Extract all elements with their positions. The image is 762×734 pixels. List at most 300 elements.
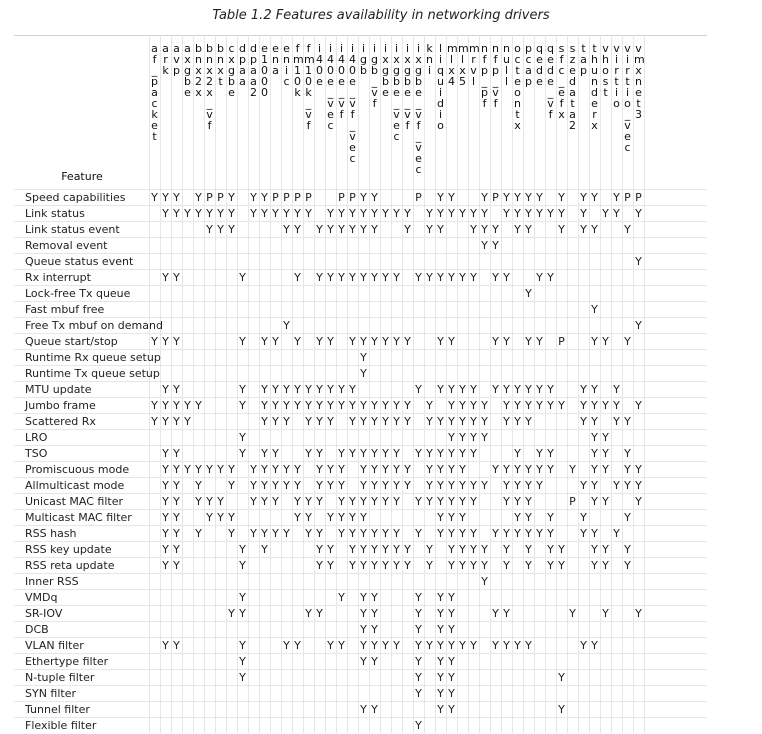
support-cell: Y <box>272 463 279 476</box>
support-cell: Y <box>503 543 510 556</box>
support-cell: Y <box>261 479 268 492</box>
support-cell: Y <box>448 655 455 668</box>
support-cell: Y <box>316 399 323 412</box>
support-cell: Y <box>327 511 334 524</box>
support-cell: Y <box>536 479 543 492</box>
support-cell: Y <box>481 479 488 492</box>
support-cell: P <box>569 495 576 508</box>
feature-label: LRO <box>25 431 48 444</box>
feature-label: VLAN filter <box>25 639 84 652</box>
support-cell: Y <box>569 607 576 620</box>
support-cell: Y <box>613 191 620 204</box>
support-cell: Y <box>349 511 356 524</box>
support-cell: Y <box>481 207 488 220</box>
feature-label: Queue start/stop <box>25 335 118 348</box>
support-cell: Y <box>448 431 455 444</box>
support-cell: Y <box>448 527 455 540</box>
driver-column-header: a f _ p a c k e t <box>151 42 158 143</box>
support-cell: Y <box>228 607 235 620</box>
support-cell: Y <box>613 479 620 492</box>
driver-column-header: v h o s t <box>602 42 609 99</box>
support-cell: Y <box>173 399 180 412</box>
support-cell: Y <box>316 383 323 396</box>
support-cell: Y <box>272 207 279 220</box>
support-cell: Y <box>316 479 323 492</box>
support-cell: Y <box>503 495 510 508</box>
support-cell: Y <box>349 207 356 220</box>
support-cell: Y <box>481 223 488 236</box>
support-cell: Y <box>382 399 389 412</box>
feature-label: Promiscuous mode <box>25 463 130 476</box>
support-cell: Y <box>393 559 400 572</box>
feature-label: MTU update <box>25 383 92 396</box>
support-cell: Y <box>514 639 521 652</box>
support-cell: Y <box>393 271 400 284</box>
column-divider <box>248 35 249 733</box>
support-cell: Y <box>349 399 356 412</box>
support-cell: Y <box>525 287 532 300</box>
support-cell: Y <box>635 399 642 412</box>
support-cell: Y <box>415 591 422 604</box>
support-cell: Y <box>569 463 576 476</box>
driver-column-header: n f p _ p f <box>481 42 488 110</box>
support-cell: Y <box>459 639 466 652</box>
support-cell: Y <box>591 431 598 444</box>
support-cell: Y <box>327 383 334 396</box>
row-divider <box>14 717 707 718</box>
support-cell: Y <box>415 687 422 700</box>
support-cell: Y <box>602 495 609 508</box>
support-cell: Y <box>404 399 411 412</box>
support-cell: Y <box>536 447 543 460</box>
support-cell: P <box>206 191 213 204</box>
support-cell: Y <box>525 543 532 556</box>
driver-column-header: b n x 2 x <box>195 42 202 99</box>
support-cell: Y <box>393 527 400 540</box>
support-cell: Y <box>459 495 466 508</box>
support-cell: Y <box>448 495 455 508</box>
support-cell: Y <box>360 623 367 636</box>
support-cell: Y <box>591 543 598 556</box>
support-cell: Y <box>514 383 521 396</box>
support-cell: Y <box>239 447 246 460</box>
support-cell: Y <box>503 607 510 620</box>
support-cell: Y <box>228 207 235 220</box>
driver-column-header: q e d e <box>536 42 543 88</box>
support-cell: Y <box>514 447 521 460</box>
driver-column-header: d p a a <box>239 42 246 88</box>
support-cell: Y <box>591 415 598 428</box>
support-cell: Y <box>547 559 554 572</box>
support-cell: Y <box>239 543 246 556</box>
support-cell: Y <box>162 495 169 508</box>
support-cell: Y <box>338 463 345 476</box>
feature-label: Link status <box>25 207 85 220</box>
support-cell: Y <box>283 319 290 332</box>
support-cell: Y <box>173 479 180 492</box>
support-cell: Y <box>437 447 444 460</box>
support-cell: Y <box>470 527 477 540</box>
support-cell: Y <box>173 527 180 540</box>
support-cell: Y <box>591 335 598 348</box>
support-cell: Y <box>316 495 323 508</box>
support-cell: Y <box>261 415 268 428</box>
support-cell: Y <box>316 223 323 236</box>
support-cell: Y <box>162 639 169 652</box>
support-cell: Y <box>272 447 279 460</box>
support-cell: Y <box>360 559 367 572</box>
support-cell: Y <box>547 527 554 540</box>
support-cell: Y <box>206 495 213 508</box>
column-divider <box>182 35 183 733</box>
support-cell: Y <box>338 591 345 604</box>
column-divider <box>479 35 480 733</box>
support-cell: Y <box>338 447 345 460</box>
support-cell: Y <box>338 527 345 540</box>
support-cell: Y <box>635 495 642 508</box>
support-cell: Y <box>635 319 642 332</box>
support-cell: Y <box>492 223 499 236</box>
support-cell: Y <box>624 335 631 348</box>
support-cell: Y <box>371 543 378 556</box>
support-cell: Y <box>162 527 169 540</box>
support-cell: Y <box>349 223 356 236</box>
support-cell: Y <box>580 207 587 220</box>
support-cell: Y <box>580 223 587 236</box>
support-cell: Y <box>624 447 631 460</box>
row-divider <box>14 237 707 238</box>
support-cell: Y <box>294 463 301 476</box>
feature-label: Removal event <box>25 239 108 252</box>
support-cell: Y <box>448 543 455 556</box>
support-cell: Y <box>426 463 433 476</box>
support-cell: Y <box>514 191 521 204</box>
support-cell: Y <box>382 207 389 220</box>
support-cell: Y <box>514 207 521 220</box>
support-cell: Y <box>514 479 521 492</box>
support-cell: Y <box>591 463 598 476</box>
support-cell: Y <box>272 495 279 508</box>
support-cell: Y <box>591 479 598 492</box>
support-cell: Y <box>525 223 532 236</box>
support-cell: Y <box>195 527 202 540</box>
support-cell: Y <box>514 527 521 540</box>
support-cell: Y <box>393 399 400 412</box>
support-cell: Y <box>591 559 598 572</box>
support-cell: Y <box>173 335 180 348</box>
support-cell: Y <box>338 223 345 236</box>
support-cell: Y <box>558 207 565 220</box>
support-cell: Y <box>360 703 367 716</box>
support-cell: Y <box>437 271 444 284</box>
support-cell: Y <box>437 207 444 220</box>
support-cell: Y <box>503 639 510 652</box>
support-cell: Y <box>503 527 510 540</box>
support-cell: Y <box>437 527 444 540</box>
support-cell: Y <box>437 479 444 492</box>
support-cell: Y <box>459 511 466 524</box>
support-cell: Y <box>294 479 301 492</box>
support-cell: Y <box>602 543 609 556</box>
support-cell: Y <box>437 639 444 652</box>
support-cell: Y <box>415 671 422 684</box>
support-cell: Y <box>415 495 422 508</box>
support-cell: Y <box>426 447 433 460</box>
row-divider <box>14 301 707 302</box>
support-cell: Y <box>360 527 367 540</box>
support-cell: Y <box>547 511 554 524</box>
support-cell: Y <box>305 399 312 412</box>
support-cell: Y <box>162 511 169 524</box>
support-cell: Y <box>228 479 235 492</box>
support-cell: Y <box>459 479 466 492</box>
support-cell: Y <box>580 383 587 396</box>
driver-column-header: a r k <box>162 42 169 77</box>
support-cell: Y <box>580 191 587 204</box>
support-cell: Y <box>173 639 180 652</box>
driver-column-header: t a p <box>580 42 587 77</box>
support-cell: Y <box>514 223 521 236</box>
support-cell: Y <box>173 559 180 572</box>
support-cell: Y <box>448 335 455 348</box>
driver-column-header: m l x 4 <box>447 42 458 88</box>
support-cell: Y <box>415 607 422 620</box>
support-cell: Y <box>338 479 345 492</box>
support-cell: Y <box>206 207 213 220</box>
support-cell: Y <box>338 399 345 412</box>
support-cell: Y <box>602 335 609 348</box>
support-cell: Y <box>250 207 257 220</box>
support-cell: Y <box>547 399 554 412</box>
support-cell: Y <box>195 495 202 508</box>
column-divider <box>567 35 568 733</box>
support-cell: Y <box>536 191 543 204</box>
support-cell: Y <box>503 335 510 348</box>
driver-column-header: a v p <box>173 42 180 77</box>
support-cell: Y <box>316 271 323 284</box>
support-cell: Y <box>426 415 433 428</box>
support-cell: Y <box>316 543 323 556</box>
support-cell: Y <box>272 415 279 428</box>
support-cell: Y <box>613 527 620 540</box>
support-cell: Y <box>162 399 169 412</box>
feature-label: Unicast MAC filter <box>25 495 123 508</box>
support-cell: Y <box>591 223 598 236</box>
support-cell: Y <box>426 559 433 572</box>
support-cell: Y <box>459 527 466 540</box>
feature-label: RSS key update <box>25 543 112 556</box>
driver-column-header: c x g b e <box>228 42 235 99</box>
support-cell: Y <box>283 207 290 220</box>
support-cell: Y <box>602 431 609 444</box>
support-cell: Y <box>382 543 389 556</box>
support-cell: P <box>492 191 499 204</box>
support-cell: Y <box>448 383 455 396</box>
support-cell: Y <box>360 367 367 380</box>
driver-column-header: f m 1 0 k _ v f <box>304 42 315 132</box>
driver-column-header: i 4 0 e _ v f _ v e c <box>349 42 356 165</box>
support-cell: Y <box>536 463 543 476</box>
support-cell: Y <box>459 559 466 572</box>
support-cell: Y <box>448 607 455 620</box>
driver-column-header: i x g b e _ v f _ v e c <box>415 42 422 176</box>
support-cell: Y <box>591 399 598 412</box>
support-cell: Y <box>437 335 444 348</box>
support-cell: Y <box>261 383 268 396</box>
column-divider <box>226 35 227 733</box>
support-cell: Y <box>503 399 510 412</box>
support-cell: Y <box>492 463 499 476</box>
support-cell: Y <box>602 463 609 476</box>
support-cell: Y <box>426 639 433 652</box>
support-cell: Y <box>448 191 455 204</box>
support-cell: Y <box>415 527 422 540</box>
support-cell: Y <box>492 271 499 284</box>
support-cell: Y <box>316 559 323 572</box>
support-cell: Y <box>558 559 565 572</box>
support-cell: Y <box>162 559 169 572</box>
support-cell: Y <box>239 431 246 444</box>
driver-column-header: i 4 0 e _ v f <box>338 42 345 121</box>
row-divider <box>14 685 707 686</box>
driver-column-header: i x g b e _ v f <box>404 42 411 132</box>
support-cell: Y <box>261 463 268 476</box>
driver-column-header: i 4 0 e _ v e c <box>327 42 334 132</box>
support-cell: Y <box>349 415 356 428</box>
feature-label: Free Tx mbuf on demand <box>25 319 163 332</box>
driver-column-header: k n i <box>426 42 433 77</box>
feature-label: Flexible filter <box>25 719 97 732</box>
support-cell: Y <box>426 271 433 284</box>
support-cell: Y <box>393 335 400 348</box>
support-cell: Y <box>635 479 642 492</box>
support-cell: Y <box>360 655 367 668</box>
support-cell: Y <box>415 383 422 396</box>
support-cell: Y <box>162 191 169 204</box>
support-cell: Y <box>316 335 323 348</box>
support-cell: Y <box>184 399 191 412</box>
support-cell: Y <box>228 463 235 476</box>
support-cell: Y <box>437 607 444 620</box>
support-cell: Y <box>316 415 323 428</box>
support-cell: Y <box>239 591 246 604</box>
support-cell: Y <box>558 223 565 236</box>
support-cell: Y <box>371 415 378 428</box>
support-cell: Y <box>558 191 565 204</box>
support-cell: Y <box>261 543 268 556</box>
support-cell: Y <box>228 191 235 204</box>
feature-label: RSS hash <box>25 527 77 540</box>
support-cell: Y <box>294 511 301 524</box>
support-cell: Y <box>360 223 367 236</box>
support-cell: Y <box>437 655 444 668</box>
support-cell: Y <box>492 239 499 252</box>
support-cell: Y <box>294 495 301 508</box>
support-cell: Y <box>371 591 378 604</box>
support-cell: Y <box>305 527 312 540</box>
support-cell: Y <box>360 399 367 412</box>
column-divider <box>204 35 205 733</box>
feature-label: Runtime Rx queue setup <box>25 351 161 364</box>
support-cell: Y <box>580 527 587 540</box>
feature-label: Link status event <box>25 223 120 236</box>
support-cell: Y <box>360 479 367 492</box>
driver-column-header: f m 1 0 k <box>293 42 304 99</box>
support-cell: Y <box>613 207 620 220</box>
support-cell: Y <box>349 383 356 396</box>
support-cell: Y <box>382 447 389 460</box>
support-cell: Y <box>217 463 224 476</box>
driver-column-header: e n i c <box>283 42 290 88</box>
support-cell: Y <box>426 479 433 492</box>
driver-column-header: b n x t <box>217 42 224 88</box>
support-cell: Y <box>613 415 620 428</box>
driver-column-header: s z e d a t a 2 <box>569 42 576 132</box>
support-cell: Y <box>580 639 587 652</box>
feature-label: Allmulticast mode <box>25 479 125 492</box>
support-cell: Y <box>261 335 268 348</box>
support-cell: Y <box>602 207 609 220</box>
support-cell: Y <box>371 527 378 540</box>
support-cell: Y <box>349 559 356 572</box>
support-cell: Y <box>349 447 356 460</box>
support-cell: Y <box>250 463 257 476</box>
support-cell: Y <box>184 463 191 476</box>
support-cell: Y <box>558 671 565 684</box>
support-cell: Y <box>635 607 642 620</box>
support-cell: Y <box>349 543 356 556</box>
support-cell: Y <box>261 495 268 508</box>
support-cell: Y <box>404 223 411 236</box>
support-cell: Y <box>558 703 565 716</box>
support-cell: Y <box>525 463 532 476</box>
support-cell: Y <box>272 335 279 348</box>
support-cell: Y <box>382 463 389 476</box>
support-cell: Y <box>624 463 631 476</box>
feature-table <box>14 35 707 733</box>
support-cell: Y <box>338 207 345 220</box>
support-cell: Y <box>591 447 598 460</box>
feature-label: Multicast MAC filter <box>25 511 132 524</box>
driver-column-header: q e d e _ v f <box>547 42 554 121</box>
support-cell: Y <box>305 495 312 508</box>
support-cell: Y <box>624 479 631 492</box>
support-cell: Y <box>481 431 488 444</box>
column-divider <box>424 35 425 733</box>
support-cell: Y <box>580 511 587 524</box>
support-cell: Y <box>338 639 345 652</box>
support-cell: Y <box>371 399 378 412</box>
support-cell: Y <box>536 527 543 540</box>
support-cell: P <box>624 191 631 204</box>
support-cell: Y <box>481 239 488 252</box>
support-cell: Y <box>525 639 532 652</box>
support-cell: Y <box>162 447 169 460</box>
feature-label: Speed capabilities <box>25 191 126 204</box>
driver-column-header: t h u n d e r x <box>591 42 598 132</box>
support-cell: Y <box>448 703 455 716</box>
support-cell: Y <box>360 415 367 428</box>
support-cell: Y <box>294 383 301 396</box>
support-cell: Y <box>624 223 631 236</box>
support-cell: Y <box>525 335 532 348</box>
support-cell: Y <box>525 511 532 524</box>
support-cell: Y <box>283 463 290 476</box>
support-cell: Y <box>470 543 477 556</box>
support-cell: Y <box>492 527 499 540</box>
support-cell: Y <box>184 207 191 220</box>
feature-label: TSO <box>25 447 48 460</box>
